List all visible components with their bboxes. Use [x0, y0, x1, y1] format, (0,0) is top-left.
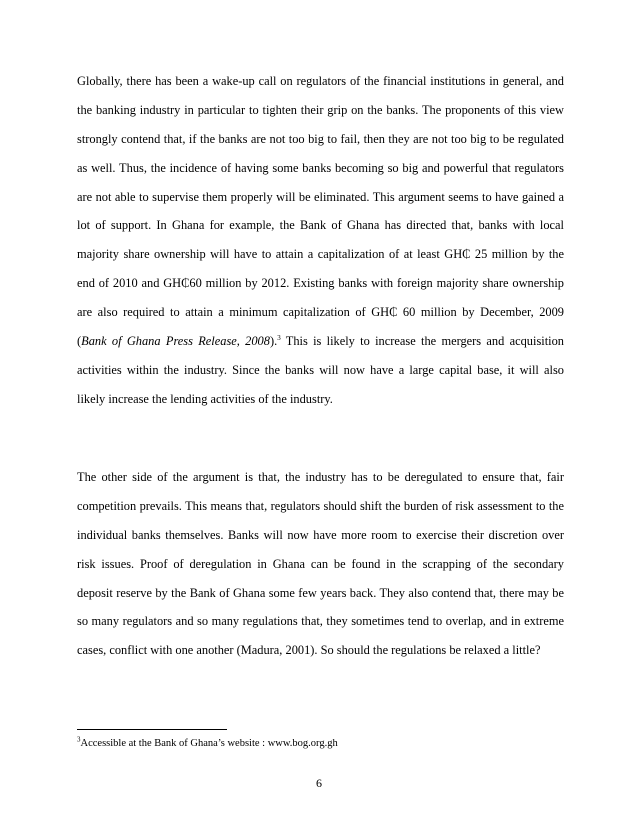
text-line: are also required to attain a minimum capitalization of GH₵ 60 million by December, 2009: [77, 305, 564, 320]
text-line: are not able to supervise them properly will be eliminated. This argument seems to have gained a: [77, 189, 564, 204]
text-line: likely increase the lending activities of the industry.: [77, 391, 333, 406]
text-line: the banking industry in particular to tighten their grip on the banks. The proponents of this view: [77, 102, 564, 117]
text-line-with-citation: [77, 334, 564, 363]
footnote-text: Accessible at the Bank of Ghana’s website : www.bog.org.gh: [80, 738, 338, 749]
text-line: Globally, there has been a wake-up call on regulators of the financial institutions in general, and: [77, 74, 564, 88]
text-line: lot of support. In Ghana for example, the Bank of Ghana has directed that, banks with local: [77, 218, 564, 233]
text-line: majority share ownership will have to attain a capitalization of at least GH₵ 25 million by the: [77, 247, 564, 262]
text-segment: This is likely to increase the mergers and acquisition: [280, 334, 564, 349]
footnote-mark: 3: [77, 735, 81, 744]
citation-close: ).: [269, 334, 278, 349]
text-line: so many regulators and so many regulations that, they sometimes tend to overlap, and in extreme: [77, 614, 564, 629]
text-line: as well. Thus, the incidence of having some banks becoming so big and powerful that regulators: [77, 160, 564, 175]
paragraph-1: [77, 74, 564, 421]
text-line: The other side of the argument is that, the industry has to be deregulated to ensure that, fair: [77, 470, 564, 484]
paragraph-2: [77, 470, 564, 672]
text-line: risk issues. Proof of deregulation in Ghana can be found in the scrapping of the secondary: [77, 556, 564, 571]
footnote-reference[interactable]: 3: [277, 333, 281, 342]
text-line: individual banks themselves. Banks will now have more room to exercise their discretion over: [77, 527, 564, 542]
footnote-divider: [77, 729, 227, 730]
text-line: end of 2010 and GH₵60 million by 2012. Existing banks with foreign majority share ownership: [77, 276, 564, 291]
text-line: strongly contend that, if the banks are not too big to fail, then they are not too big to be regulated: [77, 131, 564, 146]
footnote: [77, 735, 564, 749]
text-line: competition prevails. This means that, regulators should shift the burden of risk assessment to the: [77, 498, 564, 513]
text-line: activities within the industry. Since the banks will now have a large capital base, it will also: [77, 362, 564, 377]
text-line: cases, conflict with one another (Madura, 2001). So should the regulations be relaxed a little?: [77, 643, 541, 658]
citation-open: (: [77, 334, 82, 349]
citation-source: Bank of Ghana Press Release, 2008: [81, 334, 270, 349]
page-number: 6: [316, 776, 322, 790]
text-line: deposit reserve by the Bank of Ghana some few years back. They also contend that, there may be: [77, 585, 564, 600]
